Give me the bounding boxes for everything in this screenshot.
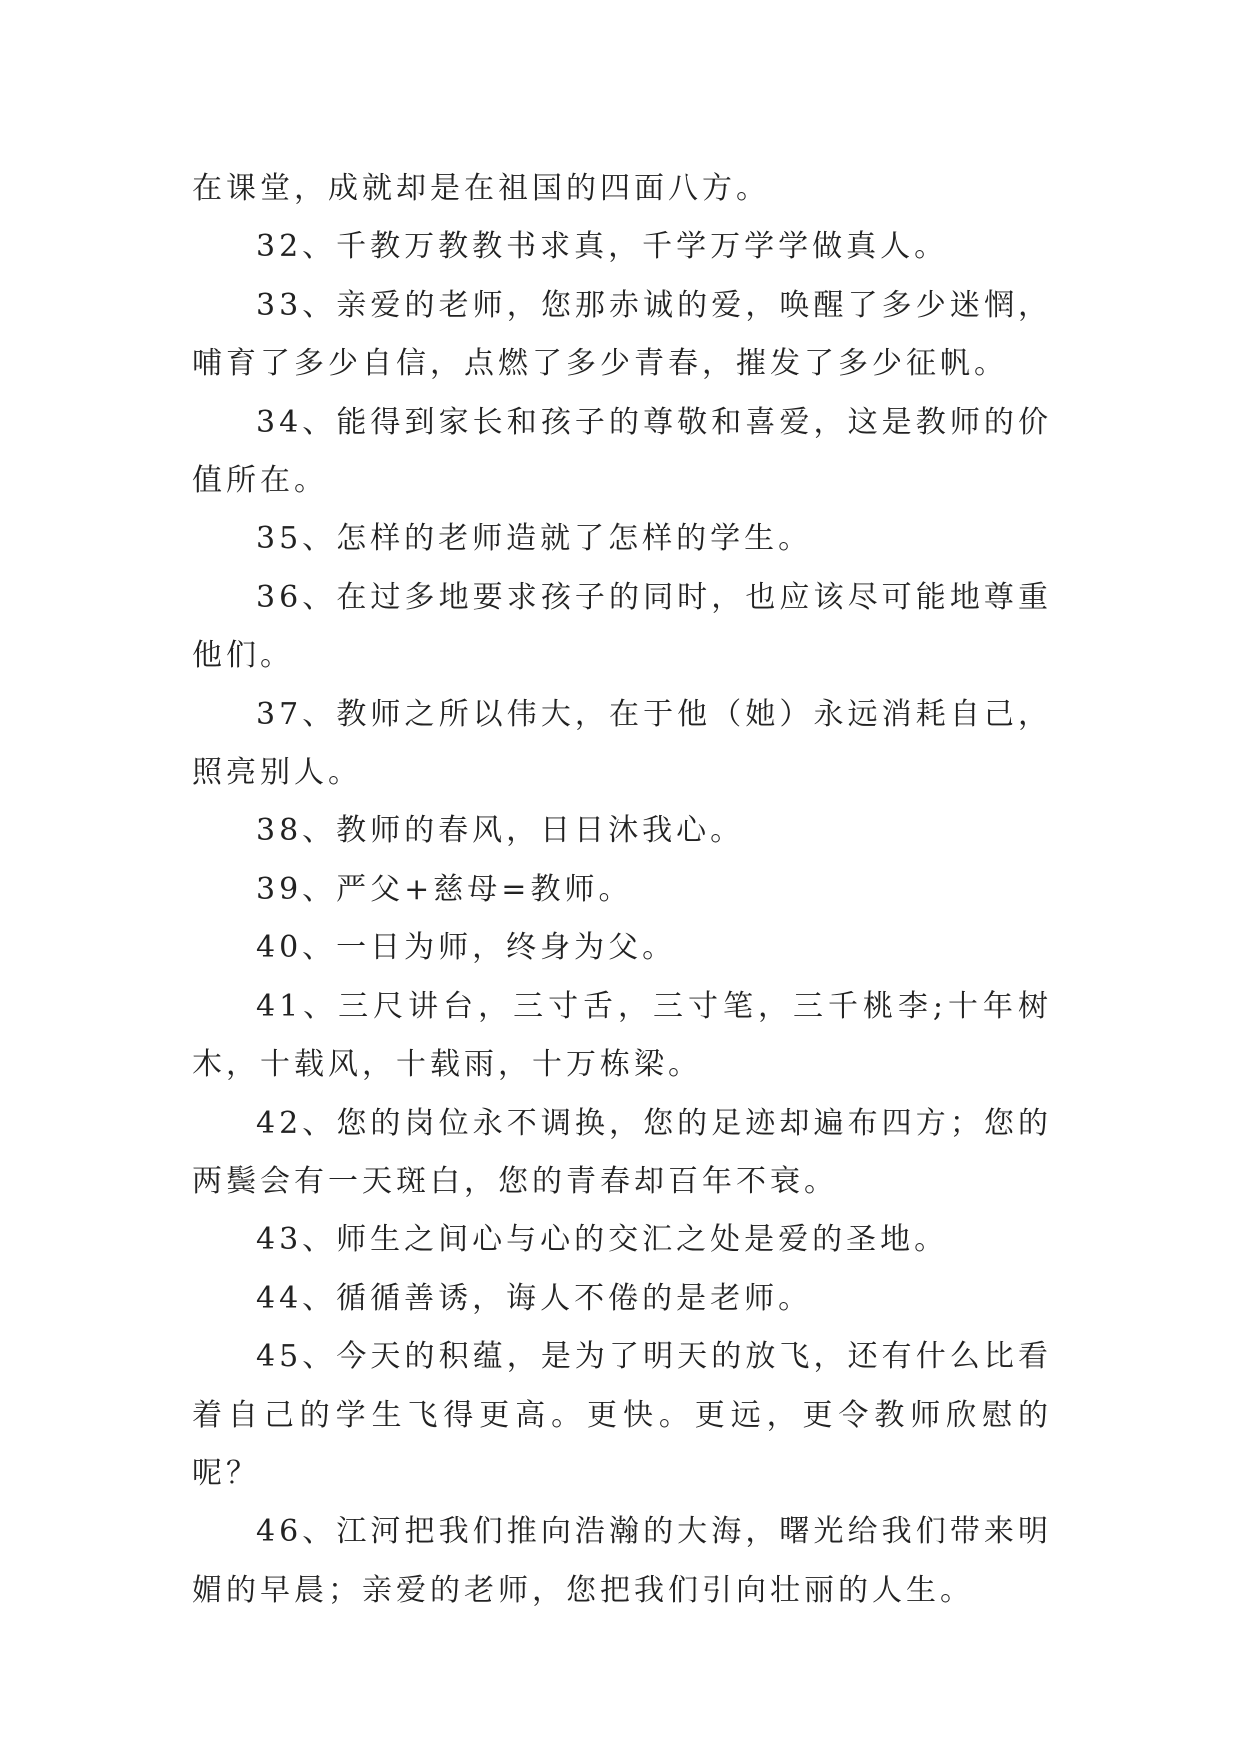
paragraph-38: 38、教师的春风，日日沐我心。	[256, 813, 745, 849]
paragraph-43: 43、师生之间心与心的交汇之处是爱的圣地。	[256, 1222, 949, 1258]
paragraph-35: 35、怎样的老师造就了怎样的学生。	[256, 521, 813, 557]
paragraph-40: 40、一日为师，终身为父。	[256, 930, 677, 966]
paragraph-44: 44、循循善诱，诲人不倦的是老师。	[256, 1280, 813, 1316]
paragraph-continuation: 在课堂，成就却是在祖国的四面八方。	[192, 171, 770, 206]
paragraph-37: 37、教师之所以伟大，在于他（她）永远消耗自己，照亮别人。	[192, 696, 1052, 791]
paragraph-33: 33、亲爱的老师，您那赤诚的爱，唤醒了多少迷惘，哺育了多少自信，点燃了多少青春，摧发了多少征帆。	[192, 287, 1052, 382]
paragraph-45: 45、今天的积蕴，是为了明天的放飞，还有什么比看着自己的学生飞得更高。更快。更远，更令教师欣慰的呢？	[192, 1339, 1052, 1491]
paragraph-34: 34、能得到家长和孩子的尊敬和喜爱，这是教师的价值所在。	[192, 404, 1052, 499]
paragraph-46: 46、江河把我们推向浩瀚的大海，曙光给我们带来明媚的早晨；亲爱的老师，您把我们引向壮丽的人生。	[192, 1514, 1052, 1608]
paragraph-36: 36、在过多地要求孩子的同时，也应该尽可能地尊重他们。	[192, 579, 1052, 674]
paragraph-39: 39、严父+慈母=教师。	[256, 871, 633, 907]
paragraph-42: 42、您的岗位永不调换，您的足迹却遍布四方；您的两鬓会有一天斑白，您的青春却百年不衰。	[192, 1105, 1052, 1199]
paragraph-32: 32、千教万教教书求真，千学万学学做真人。	[256, 229, 949, 265]
document-body	[192, 160, 1052, 1620]
paragraph-41: 41、三尺讲台，三寸舌，三寸笔，三千桃李;十年树木，十载风，十载雨，十万栋梁。	[192, 988, 1052, 1083]
